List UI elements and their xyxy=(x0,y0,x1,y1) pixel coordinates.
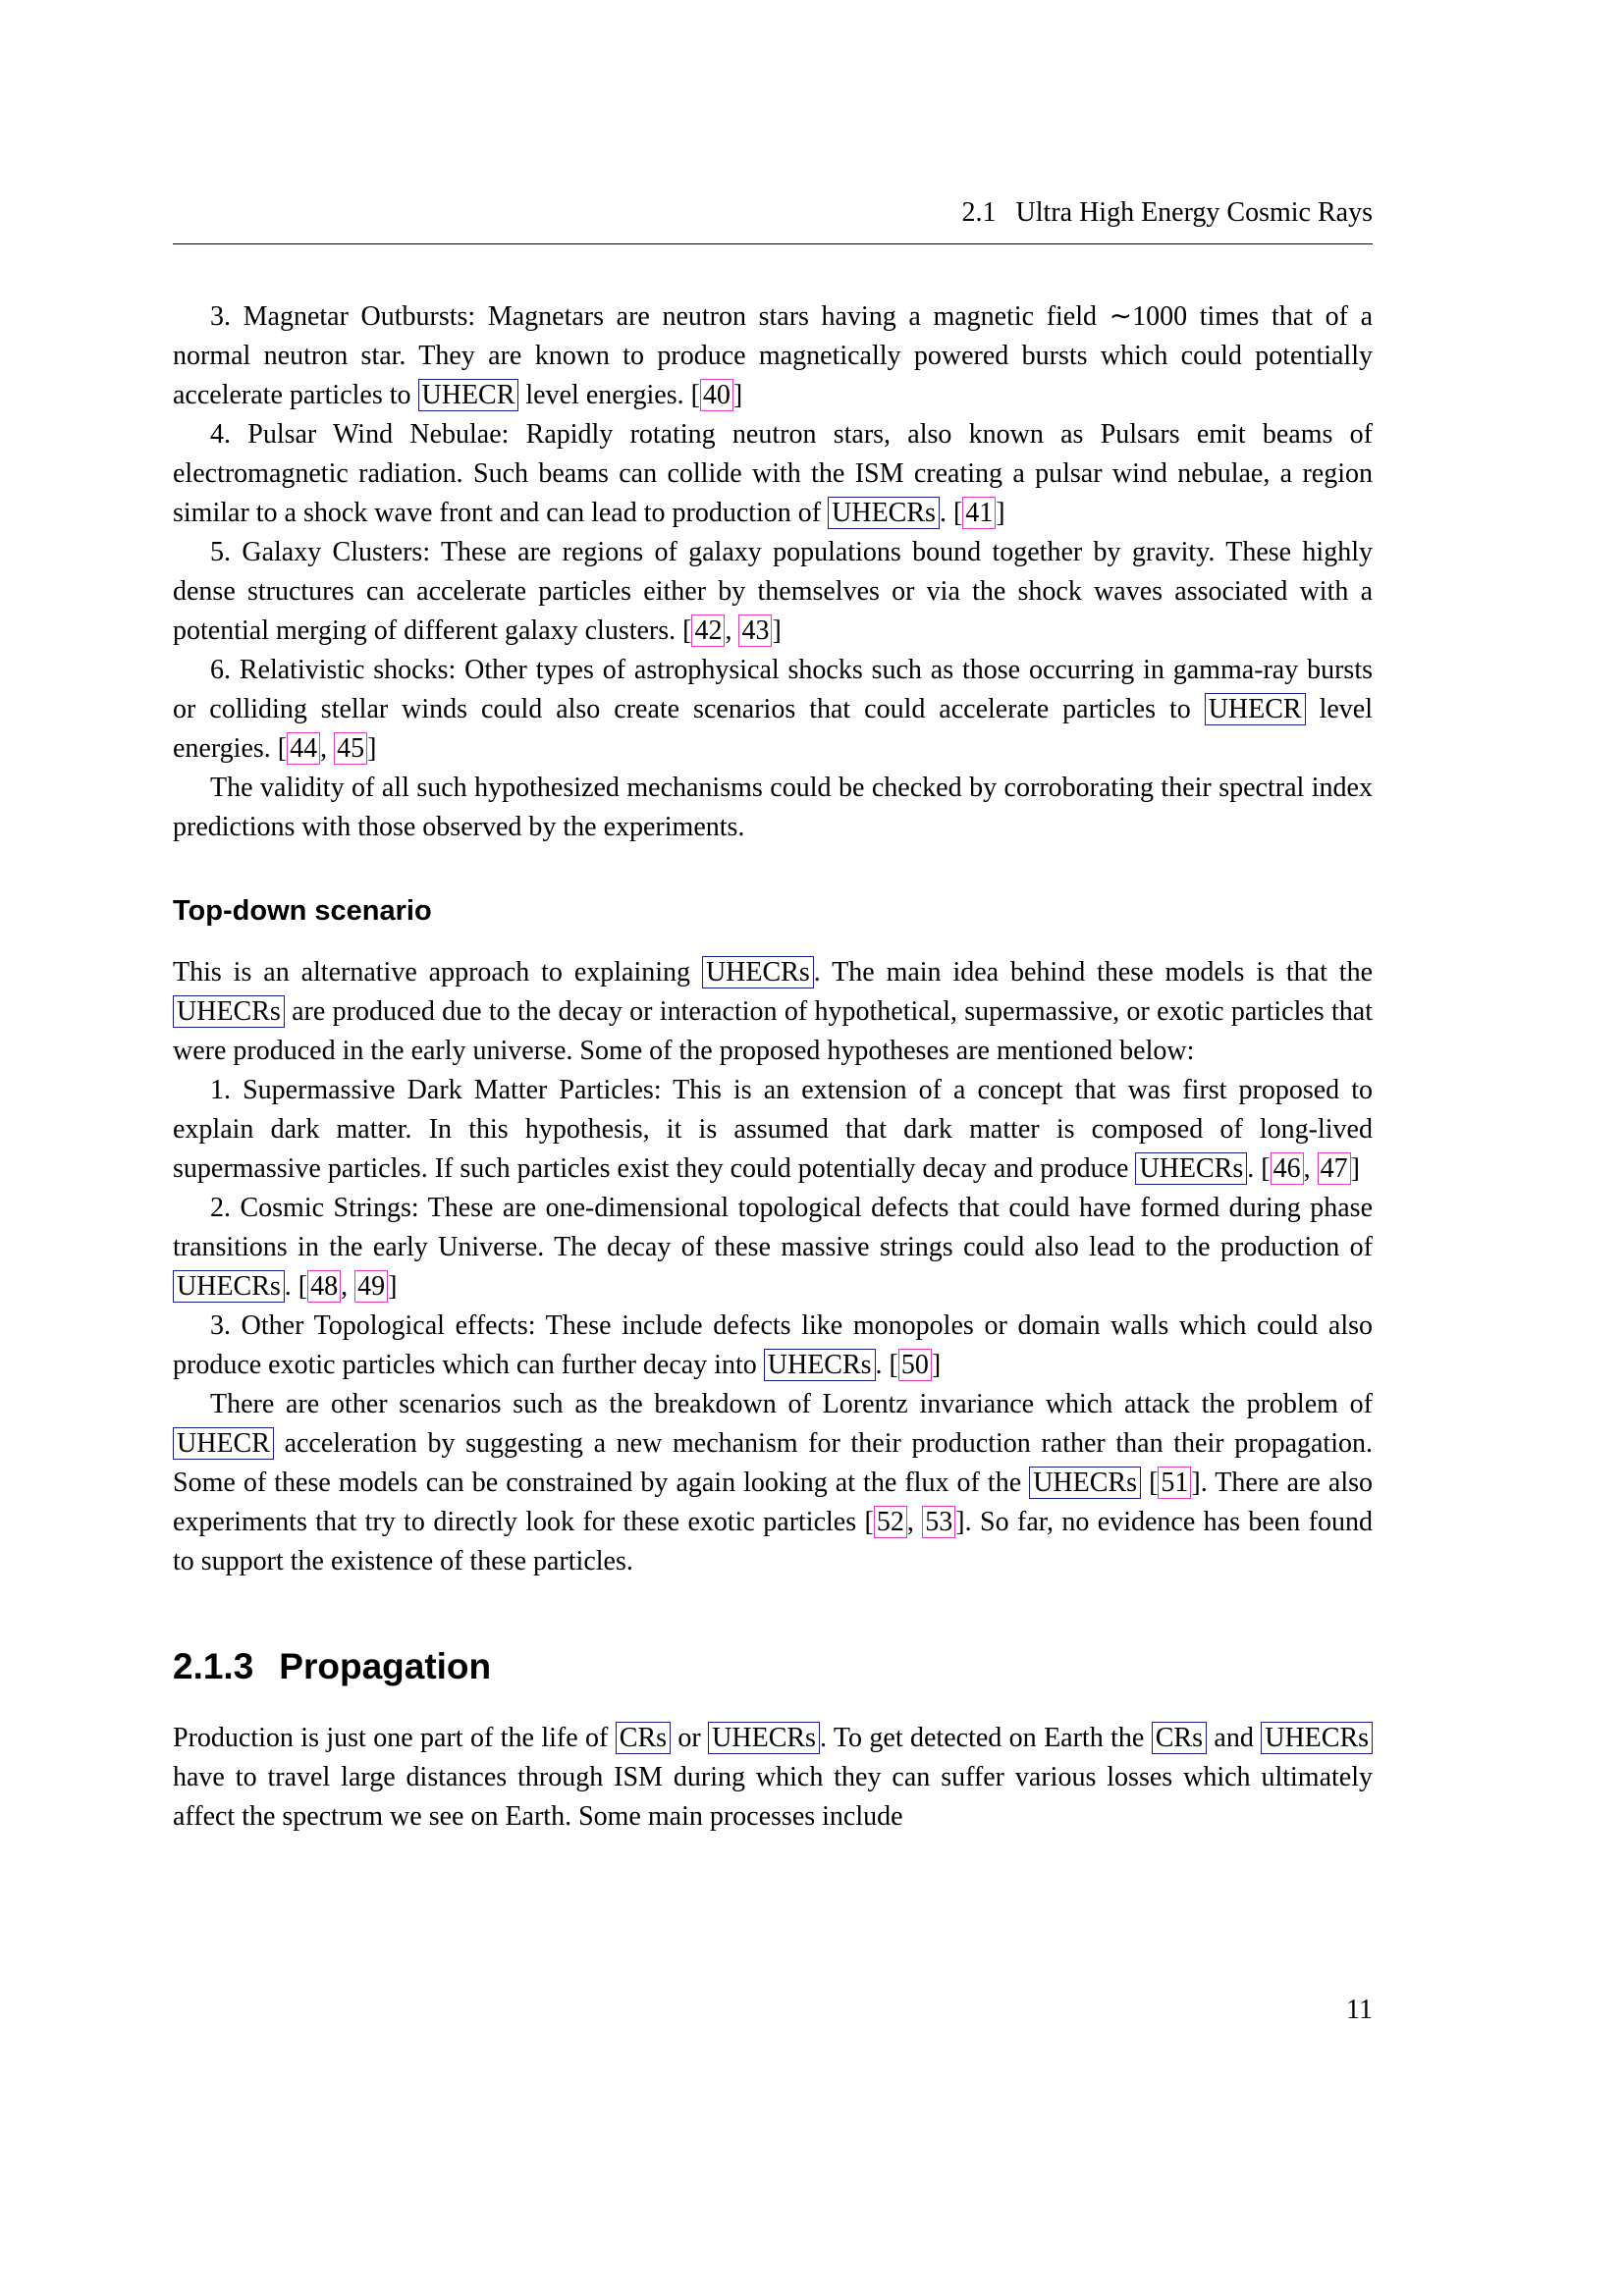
citation-link[interactable]: 51 xyxy=(1158,1467,1191,1499)
acronym-link[interactable]: UHECR xyxy=(173,1427,274,1460)
paragraph: There are other scenarios such as the breakdown of Lorentz invariance which attack the problem of UHECR acceleration by suggesting a new mechanism for their production rather than their propagation. Some of these models can be constrained by again looking at the flux of the UHECRs [ 51 ]. There are also experiments that try to directly look for these exotic particles [ 52 , 53 ]. So far, no evidence has been found to support the existence of these particles. xyxy=(173,1389,1374,1576)
citation-link[interactable]: 41 xyxy=(962,497,996,529)
citation-link[interactable]: 43 xyxy=(738,614,772,647)
acronym-link[interactable]: CRs xyxy=(616,1722,671,1754)
citation-link[interactable]: 48 xyxy=(307,1270,341,1303)
paragraph: 2. Cosmic Strings: These are one-dimensional topological defects that could have formed during phase transitions in the early Universe. The decay of these massive strings could also lead to the production of UHECRs . [ 48 , 49 ] xyxy=(173,1193,1373,1302)
paragraph: 3. Other Topological effects: These include defects like monopoles or domain walls which could also produce exotic particles which can further decay into UHECRs . [ 50 ] xyxy=(173,1310,1373,1380)
running-header xyxy=(173,196,1373,244)
citation-link[interactable]: 40 xyxy=(700,379,733,411)
acronym-link[interactable]: UHECRs xyxy=(702,956,814,988)
citation-link[interactable]: 46 xyxy=(1271,1152,1304,1185)
acronym-link[interactable]: UHECRs xyxy=(828,497,940,529)
acronym-link[interactable]: UHECRs xyxy=(764,1349,876,1381)
running-header-section-number: 2.1 xyxy=(961,197,997,228)
paragraph: The validity of all such hypothesized mechanisms could be checked by corroborating their spectral index predictions with those observed by the experiments. xyxy=(173,773,1373,842)
text-column xyxy=(173,196,1373,1837)
acronym-link[interactable]: UHECRs xyxy=(1261,1722,1373,1754)
acronym-link[interactable]: UHECRs xyxy=(1135,1152,1247,1185)
acronym-link[interactable]: UHECRs xyxy=(708,1722,820,1754)
section-number: 2.1.3 xyxy=(173,1646,254,1686)
acronym-link[interactable]: UHECR xyxy=(1205,693,1306,725)
citation-link[interactable]: 49 xyxy=(354,1270,388,1303)
paragraph: 1. Supermassive Dark Matter Particles: This is an extension of a concept that was first proposed to explain dark matter. In this hypothesis, it is assumed that dark matter is composed of long-lived supermassive particles. If such particles exist they could potentially decay and produce UHECRs . [ 46 , 47 ] xyxy=(173,1075,1373,1184)
citation-link[interactable]: 44 xyxy=(287,732,320,765)
acronym-link[interactable]: CRs xyxy=(1152,1722,1207,1754)
paragraph: This is an alternative approach to explaining UHECRs . The main idea behind these models is that the UHECRs are produced due to the decay or interaction of hypothetical, supermassive, or exotic particles that were produced in the early universe. Some of the proposed hypotheses are mentioned below: xyxy=(173,957,1373,1066)
paragraph: Production is just one part of the life of CRs or UHECRs . To get detected on Earth the CRs and UHECRs have to travel large distances through ISM during which they can suffer various losses which ultimately affect the spectrum we see on Earth. Some main processes include xyxy=(173,1723,1373,1832)
citation-link[interactable]: 50 xyxy=(898,1349,932,1381)
section-heading xyxy=(173,1646,1373,1687)
citation-link[interactable]: 53 xyxy=(922,1506,955,1538)
paragraph: 5. Galaxy Clusters: These are regions of galaxy populations bound together by gravity. These highly dense structures can accelerate particles either by themselves or via the shock waves associated with a potential merging of different galaxy clusters. [ 42 , 43 ] xyxy=(173,537,1373,646)
page-number: 11 xyxy=(1346,1995,1373,2025)
citation-link[interactable]: 47 xyxy=(1318,1152,1351,1185)
paragraph: 4. Pulsar Wind Nebulae: Rapidly rotating neutron stars, also known as Pulsars emit beams of electromagnetic radiation. Such beams can collide with the ISM creating a pulsar wind nebulae, a region similar to a shock wave front and can lead to production of UHECRs . [ 41 ] xyxy=(173,419,1373,528)
paragraph: 6. Relativistic shocks: Other types of astrophysical shocks such as those occurring in gamma-ray bursts or colliding stellar winds could also create scenarios that could accelerate particles to UHECR level energies. [ 44 , 45 ] xyxy=(173,655,1373,764)
citation-link[interactable]: 42 xyxy=(691,614,725,647)
running-header-title: Ultra High Energy Cosmic Rays xyxy=(1015,197,1373,228)
acronym-link[interactable]: UHECR xyxy=(418,379,519,411)
acronym-link[interactable]: UHECRs xyxy=(173,1270,285,1303)
acronym-link[interactable]: UHECRs xyxy=(1029,1467,1141,1499)
section-title: Propagation xyxy=(279,1646,492,1686)
acronym-link[interactable]: UHECRs xyxy=(173,995,285,1028)
page-body xyxy=(173,297,1373,1837)
paragraph: 3. Magnetar Outbursts: Magnetars are neutron stars having a magnetic field ∼1000 times that of a normal neutron star. They are known to produce magnetically powered bursts which could potentially accelerate particles to UHECR level energies. [ 40 ] xyxy=(173,301,1373,410)
citation-link[interactable]: 45 xyxy=(334,732,367,765)
subsection-heading: Top-down scenario xyxy=(173,895,432,927)
citation-link[interactable]: 52 xyxy=(874,1506,907,1538)
